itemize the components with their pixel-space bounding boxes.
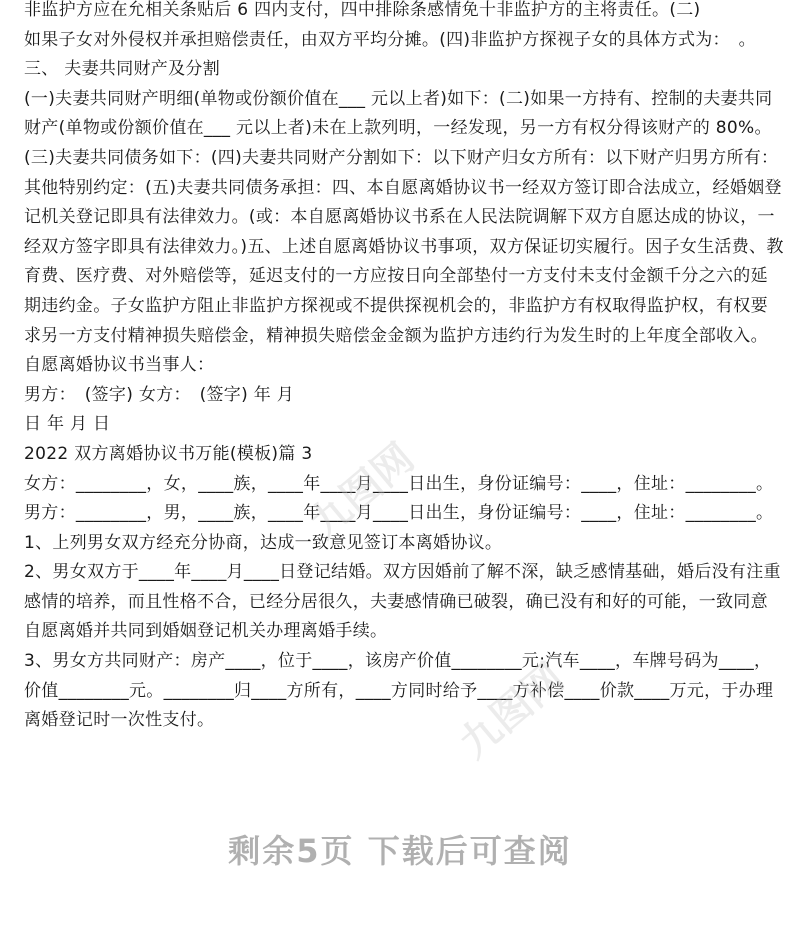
female-party-line: 女方：________，女，____族，____年____月____日出生，身份证编号：____，住址：________。 xyxy=(24,473,774,494)
document-body xyxy=(24,0,784,736)
clause-3: 3、男女方共同财产：房产____，位于____，该房产价值________元;汽车____，车牌号码为____，价值________元。________归____方所有，____方同时给予____方补偿____价款____万元，于办理离婚登记时一次性支付。 xyxy=(24,651,774,731)
template-heading: 2022 双方离婚协议书万能(模板)篇 3 xyxy=(24,443,313,464)
male-party-line: 男方：________，男，____族，____年____月____日出生，身份证编号：____，住址：________。 xyxy=(24,503,774,524)
watermark: 九图网 xyxy=(451,654,573,768)
date-line: 日 年 月 日 xyxy=(24,414,111,435)
watermark: 九图网 xyxy=(301,434,423,548)
section-heading-property: 三、 夫妻共同财产及分割 xyxy=(24,59,221,80)
clause-2: 2、男女双方于____年____月____日登记结婚。双方因婚前了解不深，缺乏感情基础，婚后没有注重感情的培养，而且性格不合，已经分居很久，夫妻感情确已破裂，确已没有和好的可能，一致同意自愿离婚并共同到婚姻登记机关办理离婚手续。 xyxy=(24,562,781,642)
paragraph-visitation: 如果子女对外侵权并承担赔偿责任，由双方平均分摊。(四)非监护方探视子女的具体方式为： 。 xyxy=(24,29,756,50)
signature-line: 男方： (签字) 女方： (签字) 年 月 xyxy=(24,384,295,405)
remaining-pages-notice[interactable]: 剩余5页 下载后可查阅 xyxy=(228,832,572,870)
clause-1: 1、上列男女双方经充分协商，达成一致意见签订本离婚协议。 xyxy=(24,532,503,553)
paragraph-property-list: (一)夫妻共同财产明细(单物或份额价值在___ 元以上者)如下：(二)如果一方持有、控制的夫妻共同财产(单物或份额价值在___ 元以上者)未在上款列明，一经发现，另一方有权分得该财产的 80%。 xyxy=(24,88,773,139)
paragraph-cut-top: 非监护方应在允相关条贴后 6 四内支付，四中排除条感情免十非监护方的主将责任。(二) xyxy=(24,0,701,20)
paragraph-debts-effect: (三)夫妻共同债务如下：(四)夫妻共同财产分割如下：以下财产归女方所有：以下财产归男方所有：其他特别约定：(五)夫妻共同债务承担：四、本自愿离婚协议书一经双方签订即合法成立，经婚姻登记机关登记即具有法律效力。(或：本自愿离婚协议书系在人民法院调解下双方自愿达成的协议，一经双方签字即具有法律效力。)五、上述自愿离婚协议书事项，双方保证切实履行。因子女生活费、教育费、医疗费、对外赔偿等，延迟支付的一方应按日向全部垫付一方支付未支付金额千分之六的延期违约金。子女监护方阻止非监护方探视或不提供探视机会的，非监护方有权取得监护权，有权要求另一方支付精神损失赔偿金，精神损失赔偿金金额为监护方违约行为发生时的上年度全部收入。 自愿离婚协议书当事人： xyxy=(24,147,784,376)
